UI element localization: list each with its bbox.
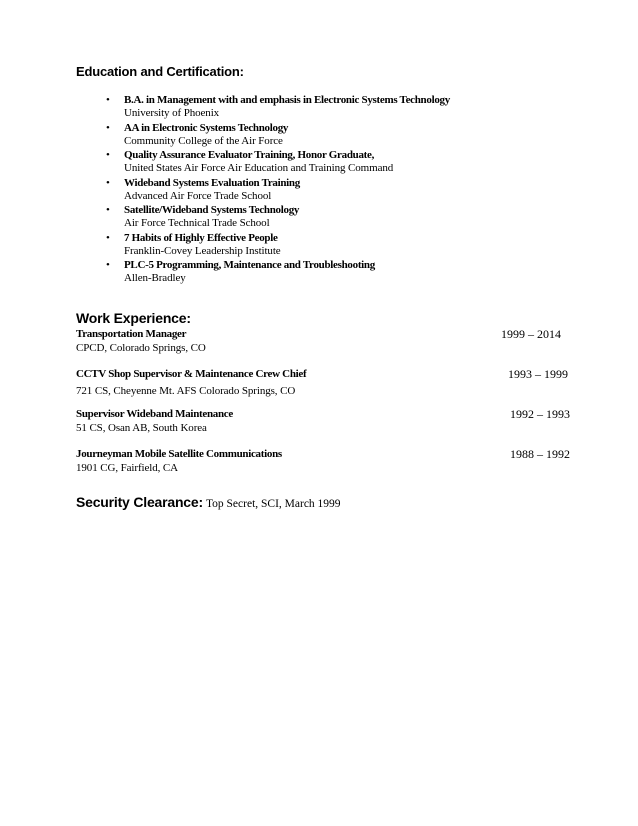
bullet-icon: •: [106, 121, 110, 134]
job-dates: 1993 – 1999: [508, 367, 568, 381]
education-title: PLC-5 Programming, Maintenance and Troubleshooting: [124, 259, 375, 271]
job-organization: CPCD, Colorado Springs, CO: [76, 342, 206, 354]
job-entry: [76, 407, 576, 435]
education-item: [104, 177, 544, 203]
education-title: 7 Habits of Highly Effective People: [124, 231, 278, 244]
bullet-icon: •: [106, 204, 110, 216]
education-institution: Air Force Technical Trade School: [124, 217, 270, 229]
security-clearance-value: Top Secret, SCI, March 1999: [205, 498, 341, 510]
bullet-icon: •: [106, 231, 110, 244]
education-institution: University of Phoenix: [124, 107, 220, 119]
education-institution: United States Air Force Air Education and Training Command: [124, 162, 394, 174]
education-item: [104, 149, 544, 175]
bullet-icon: •: [106, 176, 110, 189]
job-dates: 1992 – 1993: [510, 407, 570, 421]
education-institution: Franklin-Covey Leadership Institute: [124, 244, 281, 257]
job-title: Transportation Manager: [76, 328, 187, 340]
education-title: Satellite/Wideband Systems Technology: [124, 204, 300, 216]
job-title: CCTV Shop Supervisor & Maintenance Crew Chief: [76, 368, 307, 380]
education-institution: Advanced Air Force Trade School: [124, 189, 272, 202]
education-title: Wideband Systems Evaluation Training: [124, 176, 300, 189]
work-experience-heading: Work Experience:: [76, 310, 191, 326]
job-entry: [76, 327, 576, 355]
education-institution: Allen-Bradley: [124, 272, 186, 284]
job-entry: [76, 447, 576, 475]
bullet-icon: •: [106, 149, 110, 161]
job-organization: 721 CS, Cheyenne Mt. AFS Colorado Springs, CO: [76, 385, 296, 397]
education-title: Quality Assurance Evaluator Training, Honor Graduate,: [124, 149, 375, 161]
bullet-icon: •: [106, 259, 110, 271]
job-entry: [76, 367, 576, 398]
job-organization: 51 CS, Osan AB, South Korea: [76, 422, 207, 434]
job-title: Journeyman Mobile Satellite Communications: [76, 448, 282, 460]
education-item: [104, 94, 544, 120]
education-title: B.A. in Management with and emphasis in Electronic Systems Technology: [124, 94, 450, 106]
job-title: Supervisor Wideband Maintenance: [76, 408, 233, 420]
education-list: [104, 94, 544, 287]
education-item: [104, 259, 544, 285]
education-institution: Community College of the Air Force: [124, 134, 283, 147]
job-dates: 1999 – 2014: [501, 327, 561, 341]
bullet-icon: •: [106, 94, 110, 106]
education-title: AA in Electronic Systems Technology: [124, 121, 289, 134]
job-dates: 1988 – 1992: [510, 447, 570, 461]
education-heading: Education and Certification:: [76, 64, 244, 79]
security-clearance: [76, 494, 341, 511]
security-clearance-label: Security Clearance:: [76, 494, 203, 510]
education-item: [104, 122, 544, 148]
education-item: [104, 232, 544, 258]
job-organization: 1901 CG, Fairfield, CA: [76, 462, 178, 474]
education-item: [104, 204, 544, 230]
